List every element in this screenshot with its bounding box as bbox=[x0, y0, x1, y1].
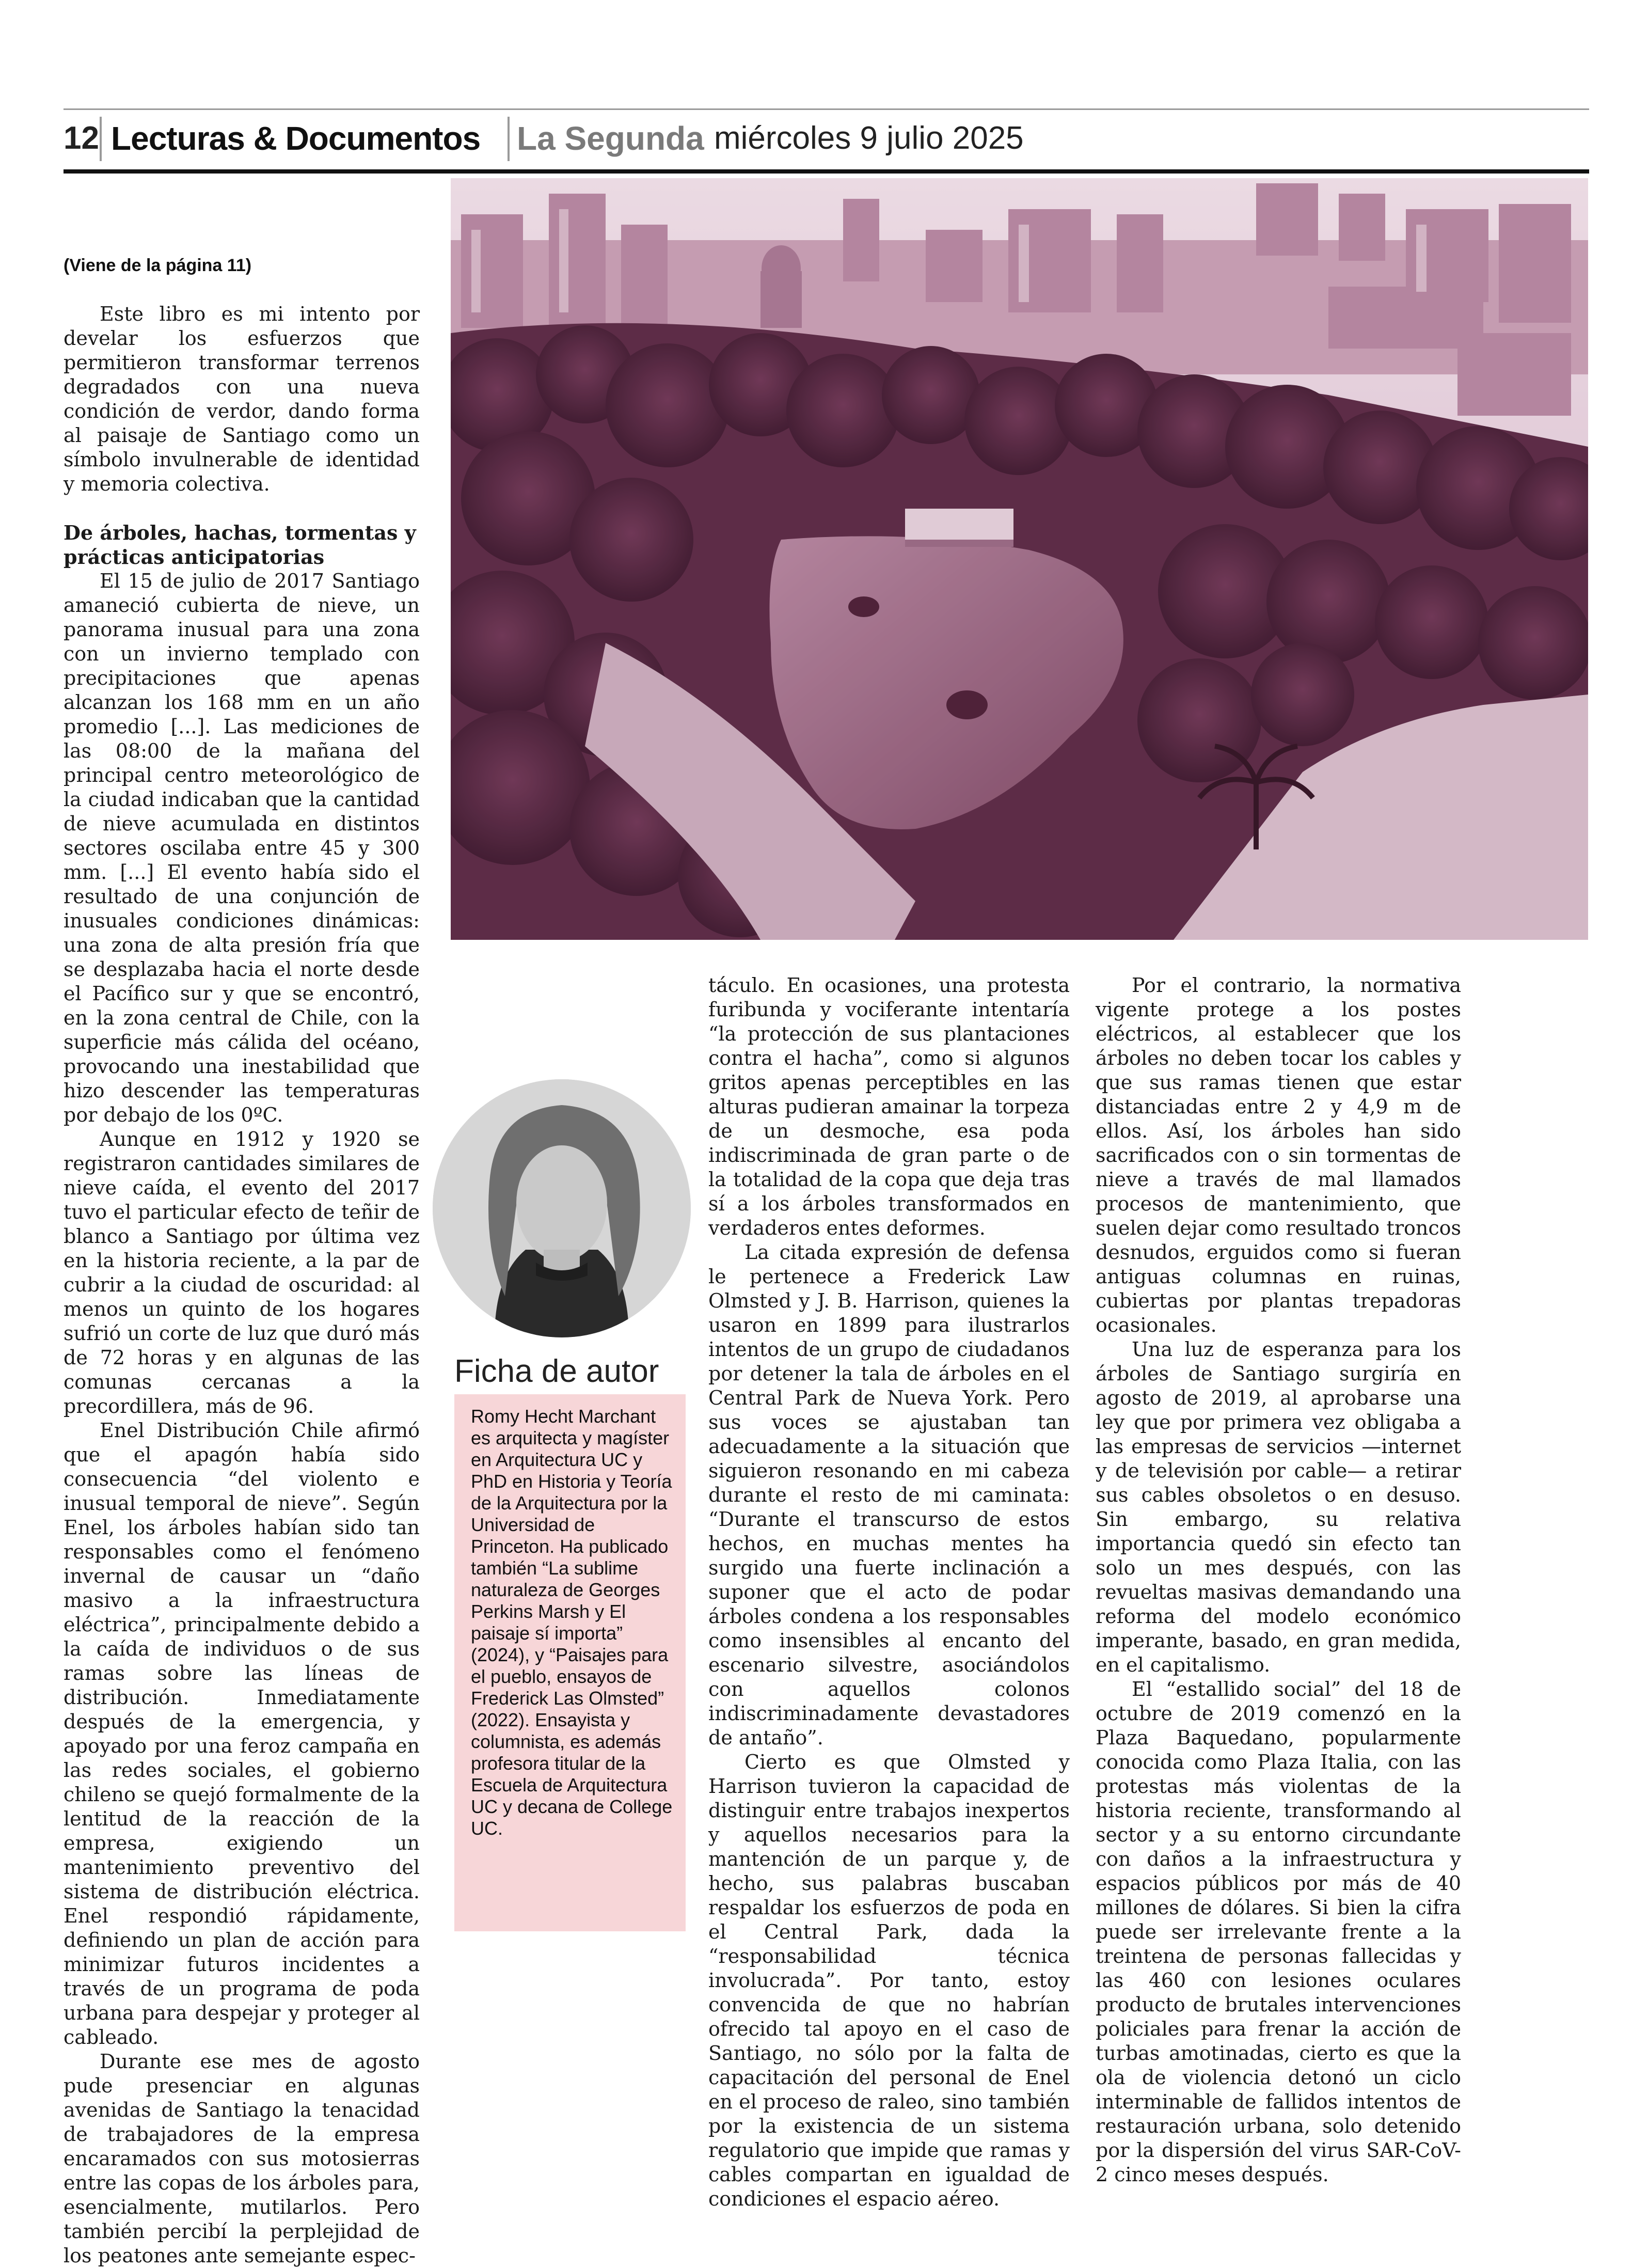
author-portrait bbox=[433, 1079, 691, 1337]
paragraph: La citada expresión de defensa le pertenece a Frederick Law Olmsted y J. B. Harrison, quienes la usaron en 1899 para ilustrarlos intentos de un grupo de ciudadanos por detener la tala de árboles en el Central Park de Nueva York. Pero sus voces se ajustaban tan adecuadamente a la situación que siguieron resonando en mi cabeza durante el resto de mi caminata: “Durante el transcurso de estos hechos, en muchas mentes ha surgido una fuerte inclinación a suponer que el acto de podar árboles condena a los responsables como insensibles al encanto del escenario silvestre, asociándolos con aquellos colonos indiscriminadamente devastadores de antaño”. bbox=[708, 1241, 1070, 1749]
page-number: 12 bbox=[64, 120, 99, 156]
section-title: Lecturas & Documentos bbox=[111, 120, 481, 157]
subheading: De árboles, hachas, tormentas y prácticas anticipatorias bbox=[64, 521, 416, 569]
paragraph: El “estallido social” del 18 de octubre de 2019 comenzó en la Plaza Baquedano, popularmente conocida como Plaza Italia, con las protestas más violentas de la historia reciente, transformando al sector y a su entorno circundante con daños a la infraestructura y espacios públicos por más de 40 millones de dólares. Si bien la cifra puede ser irrelevante frente a la treintena de personas fallecidas y las 460 con lesiones oculares producto de brutales intervenciones policiales para frenar la acción de turbas amotinadas, cierto es que la ola de violencia detonó un ciclo interminable de fallidos intentos de restauración urbana, solo detenido por la dispersión del virus SAR-CoV-2 cinco meses después. bbox=[1096, 1678, 1461, 2186]
author-box-title: Ficha de autor bbox=[454, 1353, 659, 1389]
paragraph: Una luz de esperanza para los árboles de Santiago surgiría en agosto de 2019, al aprobarse una ley que por primera vez obligaba a las empresas de servicios —internet y de televisión por cable— a retirar sus cables obsoletos o en desuso. Sin embargo, su relativa importancia quedó sin efecto tan solo un mes después, con las revueltas masivas demandando una reforma del modelo económico imperante, basado, en gran medida, en el capitalismo. bbox=[1096, 1338, 1461, 1676]
header-divider bbox=[100, 117, 102, 161]
paragraph: Este libro es mi intento por develar los esfuerzos que permitieron transformar terrenos degradados con una nueva condición de verdor, dando forma al paisaje de Santiago como un símbolo invulnerable de identidad y memoria colectiva. bbox=[64, 303, 420, 495]
paragraph: Aunque en 1912 y 1920 se registraron cantidades similares de nieve caída, el evento del 2017 tuvo el particular efecto de teñir de blanco a Santiago por última vez en la historia reciente, a la par de cubrir a la ciudad de oscuridad: al menos un quinto de los hogares sufrió un corte de luz que duró más de 72 horas y en algunas de las comunas cercanas a la precordillera, más de 96. bbox=[64, 1128, 420, 1418]
aerial-park-photo bbox=[451, 178, 1588, 940]
author-bio: Romy Hecht Marchant es arquitecta y magíster en Arquitectura UC y PhD en Historia y Teoría de la Arquitectura por la Universidad de Princeton. Ha publicado también “La sublime naturaleza de Georges Perkins Marsh y El paisaje sí importa” (2024), y “Paisajes para el pueblo, ensayos de Frederick Las Olmsted” (2022). Ensayista y columnista, es además profesora titular de la Escuela de Arquitectura UC y decana de College UC. bbox=[471, 1406, 673, 1839]
paragraph: táculo. En ocasiones, una protesta furibunda y vociferante intentaría “la protección de sus plantaciones contra el hacha”, como si algunos gritos apenas perceptibles en las alturas pudieran amainar la torpeza de un desmoche, esa poda indiscriminada de gran parte o de la totalidad de la copa que deja tras sí a los árboles transformados en verdaderos entes deformes. bbox=[708, 974, 1070, 1239]
paragraph: Por el contrario, la normativa vigente protege a los postes eléctricos, al establecer que los árboles no deben tocar los cables y que sus ramas tienen que estar distanciadas entre 2 y 4,9 m de ellos. Así, los árboles han sido sacrificados con o sin tormentas de nieve a través de mal llamados procesos de mantenimiento, que suelen dejar como resultado troncos desnudos, erguidos como si fueran antiguas columnas en ruinas, cubiertas por plantas trepadoras ocasionales. bbox=[1096, 974, 1461, 1336]
article-column-1 bbox=[64, 302, 420, 2268]
header-divider bbox=[508, 117, 510, 161]
continuation-note: (Viene de la página 11) bbox=[64, 256, 252, 275]
author-box bbox=[454, 1394, 686, 1931]
newspaper-name: La Segunda bbox=[517, 120, 704, 157]
issue-date: miércoles 9 julio 2025 bbox=[714, 120, 1024, 156]
header-bottom-rule bbox=[64, 169, 1589, 174]
page-header bbox=[64, 113, 1589, 169]
header-top-rule bbox=[64, 108, 1589, 110]
paragraph: Cierto es que Olmsted y Harrison tuvieron la capacidad de distinguir entre trabajos inexpertos y aquellos necesarios para la mantención de un parque y, de hecho, sus palabras buscaban respaldar los esfuerzos de poda en el Central Park, dada la “responsabilidad técnica involucrada”. Por tanto, estoy convencida de que no habrían ofrecido tal apoyo en el caso de Santiago, no sólo por la falta de capacitación del personal de Enel en el proceso de raleo, sino también por la existencia de un sistema regulatorio que impide que ramas y cables compartan en igualdad de condiciones el espacio aéreo. bbox=[708, 1751, 1070, 2210]
paragraph: Durante ese mes de agosto pude presenciar en algunas avenidas de Santiago la tenacidad de trabajadores de la empresa encaramados con sus motosierras entre las copas de los árboles para, esencialmente, mutilarlos. Pero también percibí la perplejidad de los peatones ante semejante espec- bbox=[64, 2050, 420, 2267]
article-column-4 bbox=[1096, 973, 1461, 2187]
paragraph: Enel Distribución Chile afirmó que el apagón había sido consecuencia “del violento e inusual temporal de nieve”. Según Enel, los árboles habían sido tan responsables como el fenómeno invernal de causar un “daño masivo a la infraestructura eléctrica”, principalmente debido a la caída de individuos o de sus ramas sobre las líneas de distribución. Inmediatamente después de la emergencia, y apoyado por una feroz campaña en las redes sociales, el gobierno chileno se quejó formalmente de la lentitud de la reacción de la empresa, exigiendo un mantenimiento preventivo del sistema de distribución eléctrica. Enel respondió rápidamente, definiendo un plan de acción para minimizar futuros incidentes a través de un programa de poda urbana para despejar y proteger al cableado. bbox=[64, 1419, 420, 2049]
paragraph: El 15 de julio de 2017 Santiago amaneció cubierta de nieve, un panorama inusual para una zona con un invierno templado con precipitaciones que apenas alcanzan los 168 mm en un año promedio [...]. Las mediciones de las 08:00 de la mañana del principal centro meteorológico de la ciudad indicaban que la cantidad de nieve acumulada en distintos sectores oscilaba entre 45 y 300 mm. [...] El evento había sido el resultado de una conjunción de inusuales condiciones dinámicas: una zona de alta presión fría que se desplazaba hacia el norte desde el Pacífico sur y que se encontró, en la zona central de Chile, con la superficie más cálida del océano, provocando una inestabilidad que hizo descender las temperaturas por debajo de los 0ºC. bbox=[64, 570, 420, 1126]
article-column-3 bbox=[708, 973, 1070, 2211]
